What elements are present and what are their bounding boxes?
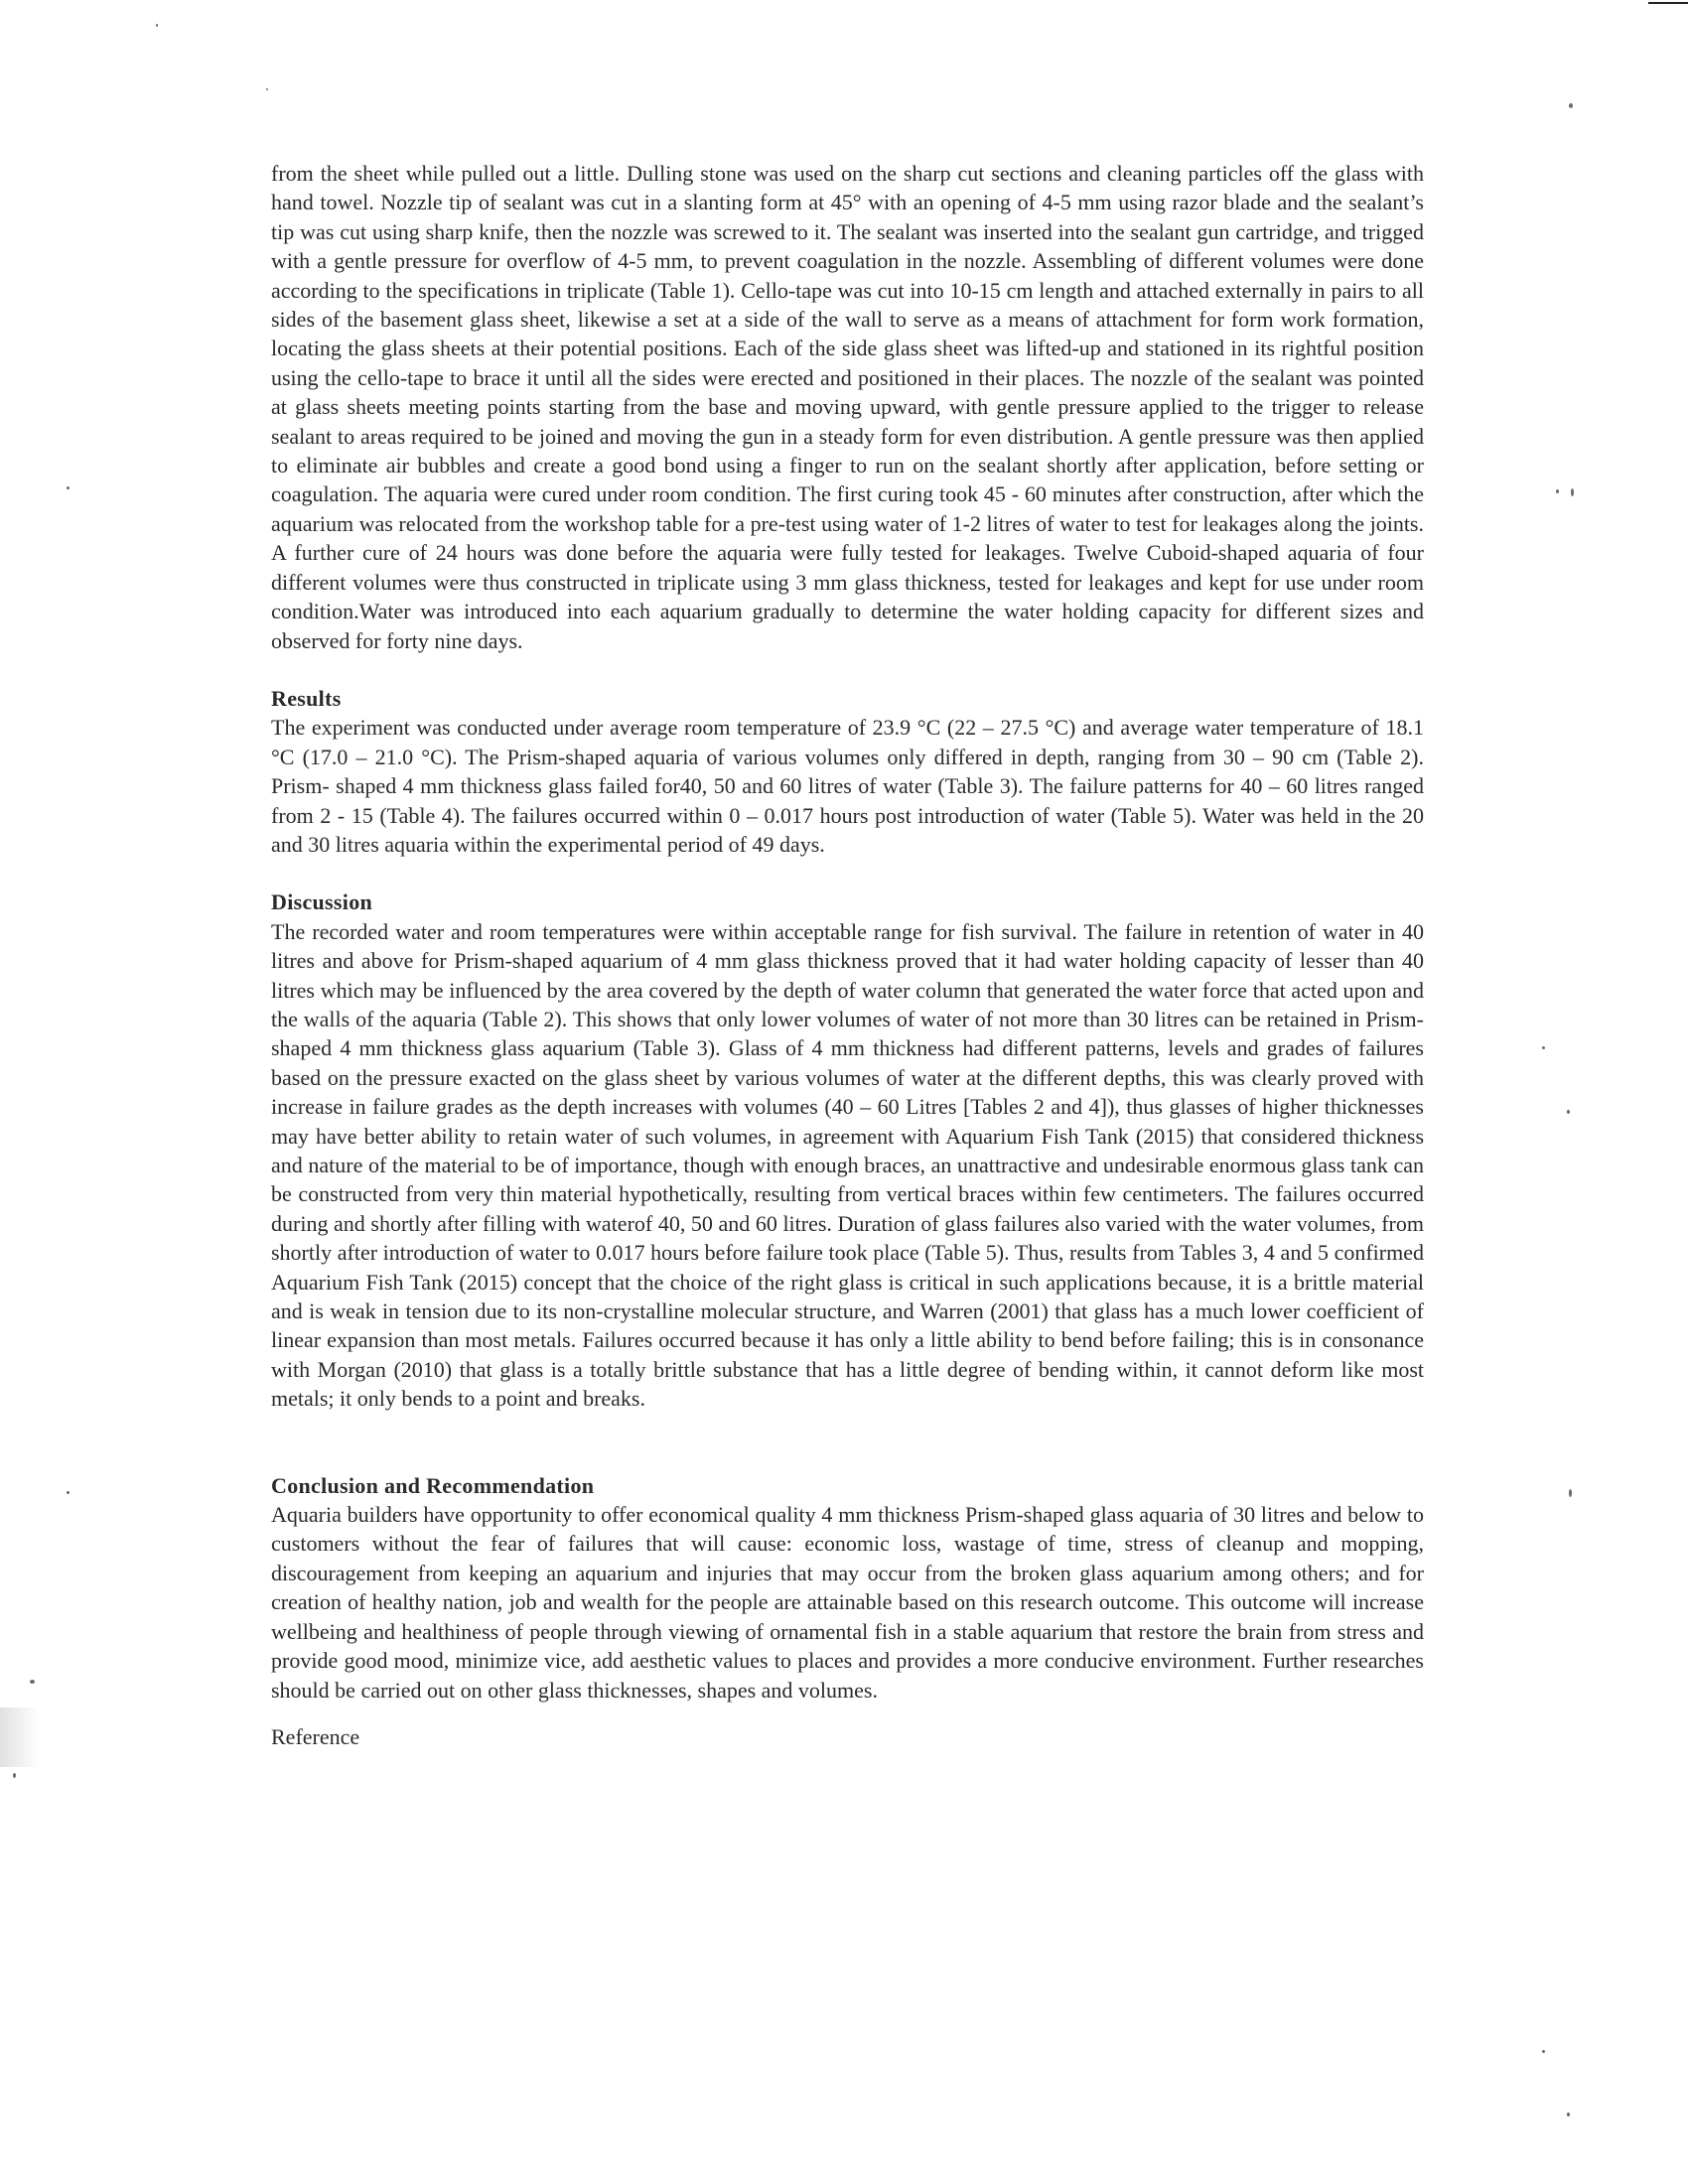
document-page bbox=[271, 159, 1424, 1751]
reference-heading: Reference bbox=[271, 1723, 360, 1749]
scan-speck bbox=[67, 1491, 70, 1494]
scan-speck bbox=[13, 1773, 16, 1778]
methods-paragraph: from the sheet while pulled out a little. Dulling stone was used on the sharp cut sections and cleaning particles off the glass with hand towel. Nozzle tip of sealant was cut in a slanting form at 45° with an opening of 4-5 mm using razor blade and the sealant’s tip was cut using sharp knife, then the nozzle was screwed to it. The sealant was inserted into the sealant gun cartridge, and trigged with a gentle pressure for overflow of 4-5 mm, to prevent coagulation in the nozzle. Assembling of different volumes were done according to the specifications in triplicate (Table 1). Cello-tape was cut into 10-15 cm length and attached externally in pairs to all sides of the basement glass sheet, likewise a set at a side of the wall to serve as a means of attachment for form work formation, locating the glass sheets at their potential positions. Each of the side glass sheet was lifted-up and stationed in its rightful position using the cello-tape to brace it until all the sides were erected and positioned in their places. The nozzle of the sealant was pointed at glass sheets meeting points starting from the base and moving upward, with gentle pressure applied to the trigger to release sealant to areas required to be joined and moving the gun in a steady form for even distribution. A gentle pressure was then applied to eliminate air bubbles and create a good bond using a finger to run on the sealant shortly after application, before setting or coagulation. The aquaria were cured under room condition. The first curing took 45 - 60 minutes after construction, after which the aquarium was relocated from the workshop table for a pre-test using water of 1-2 litres of water to test for leakages along the joints. A further cure of 24 hours was done before the aquaria were fully tested for leakages. Twelve Cuboid-shaped aquaria of four different volumes were thus constructed in triplicate using 3 mm glass thickness, tested for leakages and kept for use under room condition.Water was introduced into each aquarium gradually to determine the water holding capacity for different sizes and observed for forty nine days. bbox=[271, 161, 1424, 653]
methods-section bbox=[271, 159, 1424, 655]
scan-speck bbox=[1569, 1489, 1572, 1497]
conclusion-section bbox=[271, 1471, 1424, 1705]
conclusion-paragraph: Aquaria builders have opportunity to offer economical quality 4 mm thickness Prism-shaped glass aquaria of 30 litres and below to customers without the fear of failures that will cause: economic loss, wastage of time, stress of cleanup and mopping, discouragement from keeping an aquarium and injuries that may occur from the broken glass aquarium among others; and for creation of healthy nation, job and wealth for the people are attainable based on this research outcome. This outcome will increase wellbeing and healthiness of people through viewing of ornamental fish in a stable aquarium that restore the brain from stress and provide good mood, minimize vice, add aesthetic values to places and provides a more conducive environment. Further researches should be carried out on other glass thicknesses, shapes and volumes. bbox=[271, 1502, 1424, 1703]
scan-speck bbox=[1567, 1110, 1570, 1114]
scan-speck bbox=[30, 1680, 35, 1684]
results-paragraph: The experiment was conducted under average room temperature of 23.9 °C (22 – 27.5 °C) and average water temperature of 18.1 °C (17.0 – 21.0 °C). The Prism-shaped aquaria of various volumes only differed in depth, ranging from 30 – 90 cm (Table 2). Prism- shaped 4 mm thickness glass failed for40, 50 and 60 litres of water (Table 3). The failure patterns for 40 – 60 litres ranged from 2 - 15 (Table 4). The failures occurred within 0 – 0.017 hours post introduction of water (Table 5). Water was held in the 20 and 30 litres aquaria within the experimental period of 49 days. bbox=[271, 715, 1424, 857]
results-heading: Results bbox=[271, 685, 342, 711]
scan-speck bbox=[1569, 103, 1573, 108]
scan-speck bbox=[156, 24, 158, 27]
scan-speck bbox=[1567, 2113, 1570, 2116]
scan-speck bbox=[266, 88, 268, 90]
scan-edge-shadow bbox=[0, 1707, 40, 1767]
scan-speck bbox=[1542, 2050, 1545, 2053]
discussion-paragraph: The recorded water and room temperatures were within acceptable range for fish survival. The failure in retention of water in 40 litres and above for Prism-shaped aquarium of 4 mm glass thickness proved that it had water holding capacity of lesser than 40 litres which may be influenced by the area covered by the depth of water column that generated the water force that acted upon and the walls of the aquaria (Table 2). This shows that only lower volumes of water of not more than 30 litres can be retained in Prism-shaped 4 mm thickness glass aquarium (Table 3). Glass of 4 mm thickness had different patterns, levels and grades of failures based on the pressure exacted on the glass sheet by various volumes of water at the different depths, this was clearly proved with increase in failure grades as the depth increases with volumes (40 – 60 Litres [Tables 2 and 4]), thus glasses of higher thicknesses may have better ability to retain water of such volumes, in agreement with Aquarium Fish Tank (2015) that considered thickness and nature of the material to be of importance, though with enough braces, an unattractive and undesirable enormous glass tank can be constructed from very thin material hypothetically, resulting from vertical braces within few centimeters. The failures occurred during and shortly after filling with waterof 40, 50 and 60 litres. Duration of glass failures also varied with the water volumes, from shortly after introduction of water to 0.017 hours before failure took place (Table 5). Thus, results from Tables 3, 4 and 5 confirmed Aquarium Fish Tank (2015) concept that the choice of the right glass is critical in such applications because, it is a brittle material and is weak in tension due to its non-crystalline molecular structure, and Warren (2001) that glass has a much lower coefficient of linear expansion than most metals. Failures occurred because it has only a little ability to bend before failing; this is in consonance with Morgan (2010) that glass is a totally brittle substance that has a little degree of bending within, it cannot deform like most metals; it only bends to a point and breaks. bbox=[271, 918, 1424, 1412]
scan-speck bbox=[1542, 1046, 1545, 1049]
results-section bbox=[271, 684, 1424, 859]
scan-speck bbox=[1556, 489, 1559, 493]
scan-speck bbox=[1571, 488, 1574, 496]
scan-speck bbox=[67, 486, 70, 489]
discussion-section bbox=[271, 887, 1424, 1413]
scan-edge-mark bbox=[1648, 2, 1688, 4]
conclusion-heading: Conclusion and Recommendation bbox=[271, 1472, 595, 1498]
discussion-heading: Discussion bbox=[271, 889, 373, 915]
